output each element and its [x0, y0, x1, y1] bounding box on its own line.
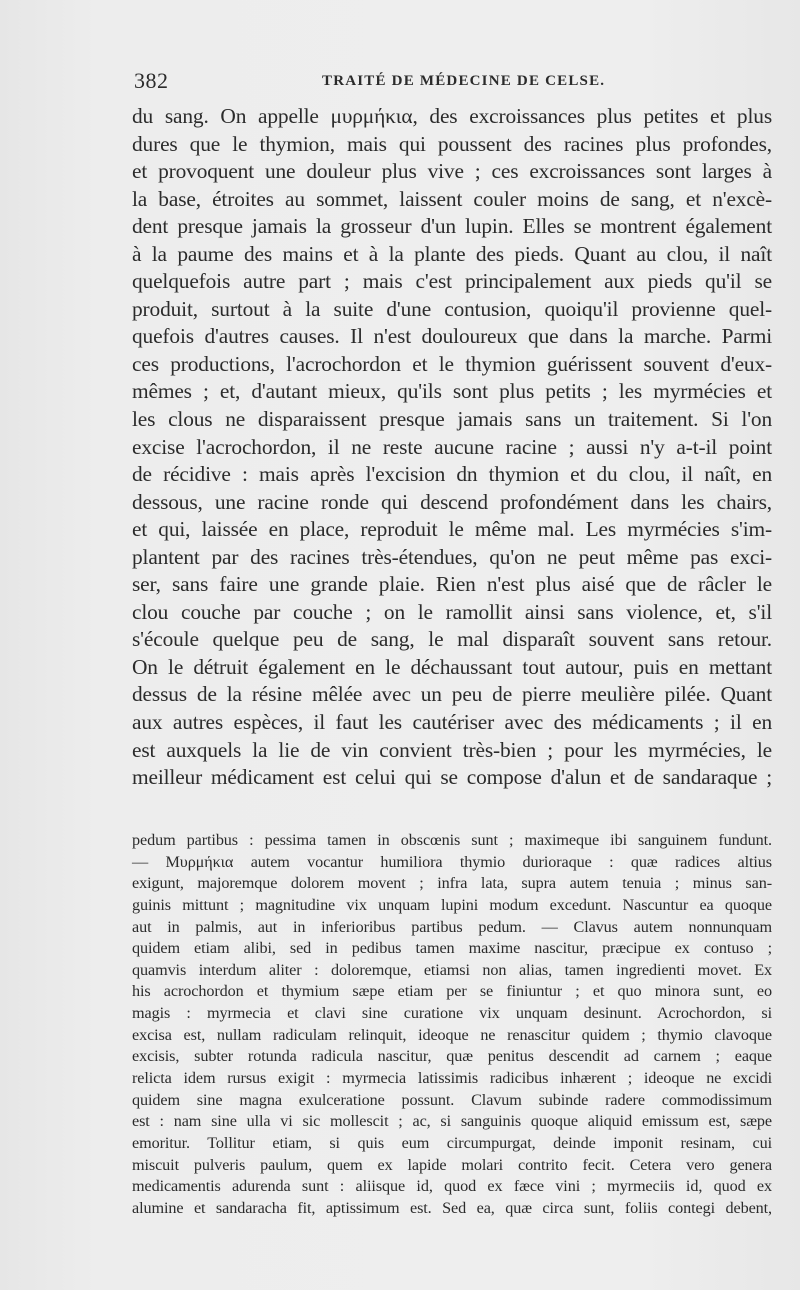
latin-line: excisis, subter rotunda radicula nascitur, quæ penitus descendit ad carnem ; eaque — [132, 1047, 772, 1066]
french-line: de récidive : mais après l'excision dn thymion et du clou, il naît, en — [132, 462, 772, 487]
french-line: dessus de la résine mêlée avec un peu de pierre meulière pilée. Quant — [132, 682, 772, 707]
french-line: quelquefois autre part ; mais c'est principalement aux pieds qu'il se — [132, 269, 772, 294]
french-line: meilleur médicament est celui qui se compose d'alun et de sandaraque ; — [132, 765, 772, 790]
latin-original-text — [132, 830, 772, 1220]
latin-line: quidem etiam alibi, sed in pedibus tamen maxime nascitur, præcipue ex contuso ; — [132, 939, 772, 958]
french-line: aux autres espèces, il faut les cautériser avec des médicaments ; il en — [132, 710, 772, 735]
french-translation-text — [132, 103, 772, 792]
latin-line: guinis mittunt ; magnitudine vix unquam lupini modum excedunt. Nascuntur ea quoque — [132, 895, 772, 914]
french-line: plantent par des racines très-étendues, qu'on ne peut même pas exci- — [132, 544, 772, 569]
french-line: ces productions, l'acrochordon et le thymion guérissent souvent d'eux- — [132, 351, 772, 376]
french-line: et qui, laissée en place, reproduit le même mal. Les myrmécies s'im- — [132, 517, 772, 542]
latin-line: his acrochordon et thymium sæpe etiam per se finiuntur ; et quo minora sunt, eo — [132, 982, 772, 1001]
latin-line: quidem sine magna exulceratione possunt. Clavum subinde radere commodissimum — [132, 1090, 772, 1109]
latin-line: est : nam sine ulla vi sic mollescit ; ac, si sanguinis quoque aliquid emissum est, sæpe — [132, 1112, 772, 1131]
french-line: ser, sans faire une grande plaie. Rien n'est plus aisé que de râcler le — [132, 572, 772, 597]
running-title: TRAITÉ DE MÉDECINE DE CELSE. — [322, 73, 606, 89]
latin-line: emoritur. Tollitur etiam, si quis eum circumpurgat, deinde imponit resinam, cui — [132, 1133, 772, 1152]
french-line: dent presque jamais la grosseur d'un lupin. Elles se montrent également — [132, 214, 772, 239]
latin-line: miscuit pulveris paulum, quem ex lapide molari contrito fecit. Cetera vero genera — [132, 1155, 772, 1174]
latin-line: alumine et sandaracha fit, aptissimum est. Sed ea, quæ circa sunt, foliis contegi debent, — [132, 1198, 772, 1217]
french-line: dures que le thymion, mais qui poussent des racines plus profondes, — [132, 131, 772, 156]
french-line: s'écoule quelque peu de sang, le mal disparaît souvent sans retour. — [132, 627, 772, 652]
french-line: et provoquent une douleur plus vive ; ces excroissances sont larges à — [132, 159, 772, 184]
latin-line: quamvis interdum aliter : doloremque, etiamsi non alias, tamen ingredienti movet. Ex — [132, 960, 772, 979]
latin-line: magis : myrmecia et clavi sine curatione vix unquam desinunt. Acrochordon, si — [132, 1004, 772, 1023]
french-line: excise l'acrochordon, il ne reste aucune racine ; aussi n'y a-t-il point — [132, 434, 772, 459]
page-number: 382 — [134, 68, 169, 93]
latin-line: — Μυρμήκια autem vocantur humiliora thymio durioraque : quæ radices altius — [132, 852, 772, 871]
french-line: mêmes ; et, d'autant mieux, qu'ils sont plus petits ; les myrmécies et — [132, 379, 772, 404]
latin-line: medicamentis adurenda sunt : aliisque id, quod ex fæce vini ; myrmeciis id, quod ex — [132, 1177, 772, 1196]
french-line: On le détruit également en le déchaussant tout autour, puis en mettant — [132, 654, 772, 679]
french-line: quefois d'autres causes. Il n'est douloureux que dans la marche. Parmi — [132, 324, 772, 349]
french-line: les clous ne disparaissent presque jamais sans un traitement. Si l'on — [132, 407, 772, 432]
french-line: la base, étroites au sommet, laissent couler moins de sang, et n'excè- — [132, 186, 772, 211]
french-line: clou couche par couche ; on le ramollit ainsi sans violence, et, s'il — [132, 599, 772, 624]
page-header — [134, 68, 770, 94]
french-line: à la paume des mains et à la plante des pieds. Quant au clou, il naît — [132, 241, 772, 266]
latin-line: aut in palmis, aut in inferioribus partibus pedum. — Clavus autem nonnunquam — [132, 917, 772, 936]
latin-line: relicta idem rursus exigit : myrmecia latissimis radicibus inhærent ; ideoque ne excidi — [132, 1069, 772, 1088]
latin-line: pedum partibus : pessima tamen in obscœnis sunt ; maximeque ibi sanguinem fundunt. — [132, 831, 772, 849]
french-line: dessous, une racine ronde qui descend profondément dans les chairs, — [132, 489, 772, 514]
french-line: est auxquels la lie de vin convient très-bien ; pour les myrmécies, le — [132, 737, 772, 762]
latin-line: excisa est, nullam radiculam relinquit, ideoque ne renascitur quidem ; thymio clavoque — [132, 1025, 772, 1044]
french-line: du sang. On appelle μυρμήκια, des excroissances plus petites et plus — [132, 104, 772, 128]
latin-line: exigunt, majoremque dolorem movent ; infra lata, supra autem tenuia ; minus san- — [132, 874, 772, 893]
french-line: produit, surtout à la suite d'une contusion, quoiqu'il provienne quel- — [132, 296, 772, 321]
